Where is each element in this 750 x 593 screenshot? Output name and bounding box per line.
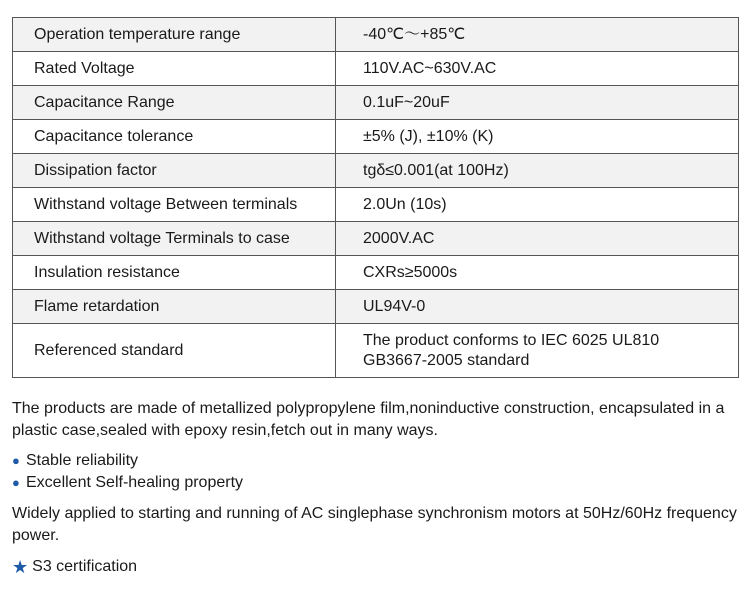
spec-label: Referenced standard	[13, 324, 336, 378]
spec-value: ±5% (J), ±10% (K)	[336, 120, 739, 154]
spec-table	[12, 17, 739, 378]
spec-row-temperature	[13, 18, 739, 52]
spec-label: Flame retardation	[13, 290, 336, 324]
bullet-icon: ●	[12, 475, 20, 490]
spec-value: 2.0Un (10s)	[336, 188, 739, 222]
spec-row-withstand-case	[13, 222, 739, 256]
spec-row-dissipation-factor	[13, 154, 739, 188]
spec-label: Withstand voltage Between terminals	[13, 188, 336, 222]
spec-value: CXRs≥5000s	[336, 256, 739, 290]
spec-label: Operation temperature range	[13, 18, 336, 52]
spec-row-rated-voltage	[13, 52, 739, 86]
spec-label: Insulation resistance	[13, 256, 336, 290]
spec-row-insulation	[13, 256, 739, 290]
spec-row-flame	[13, 290, 739, 324]
spec-label: Withstand voltage Terminals to case	[13, 222, 336, 256]
spec-value-line: GB3667-2005 standard	[363, 351, 530, 369]
feature-text: Stable reliability	[26, 452, 139, 469]
spec-value	[336, 324, 739, 378]
spec-row-withstand-terminals	[13, 188, 739, 222]
spec-row-capacitance-range	[13, 86, 739, 120]
spec-label: Capacitance tolerance	[13, 120, 336, 154]
product-description: The products are made of metallized polypropylene film,noninductive construction, encapsulated in a plastic case,sealed with epoxy resin,fetch out in many ways.	[12, 400, 725, 439]
feature-text: Excellent Self-healing property	[26, 474, 244, 491]
spec-value: 0.1uF~20uF	[336, 86, 739, 120]
list-item	[12, 450, 243, 472]
star-icon: ★	[12, 557, 29, 577]
spec-label: Dissipation factor	[13, 154, 336, 188]
list-item	[12, 472, 243, 494]
spec-value: -40℃～+85℃	[336, 18, 739, 52]
spec-value: 2000V.AC	[336, 222, 739, 256]
spec-row-standard	[13, 324, 739, 378]
application-text: Widely applied to starting and running of AC singlephase synchronism motors at 50Hz/60Hz frequency power.	[12, 505, 737, 544]
feature-list	[12, 450, 243, 494]
spec-value: UL94V-0	[336, 290, 739, 324]
spec-value: 110V.AC~630V.AC	[336, 52, 739, 86]
spec-value: tgδ≤0.001(at 100Hz)	[336, 154, 739, 188]
certification-text: S3 certification	[32, 558, 138, 575]
bullet-icon: ●	[12, 453, 20, 468]
spec-row-capacitance-tolerance	[13, 120, 739, 154]
spec-value-line: The product conforms to IEC 6025 UL810	[363, 331, 660, 349]
spec-label: Capacitance Range	[13, 86, 336, 120]
spec-label: Rated Voltage	[13, 52, 336, 86]
certification	[12, 556, 137, 578]
